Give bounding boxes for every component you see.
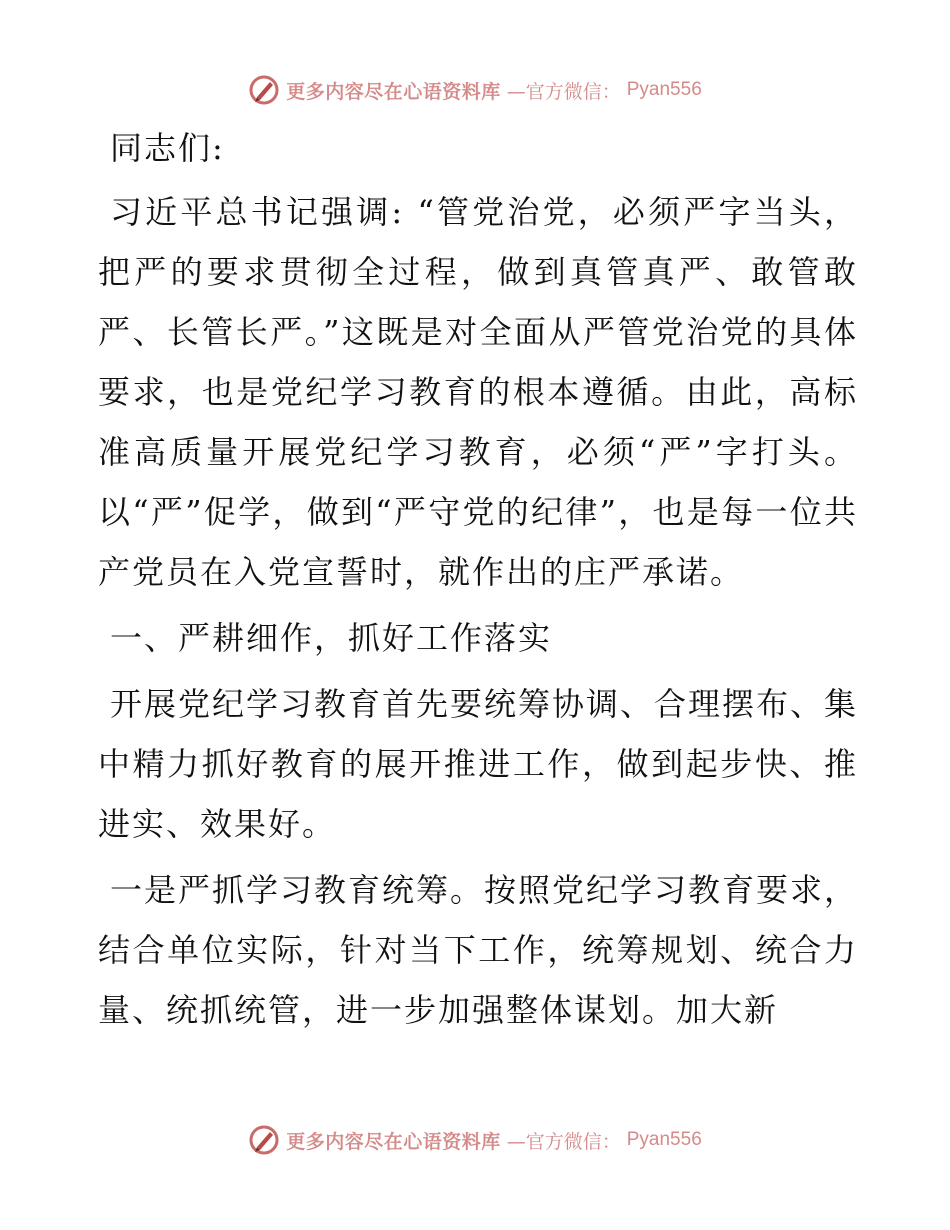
footer-watermark bbox=[0, 1120, 950, 1160]
watermark-brand: 更多内容尽在心语资料库 bbox=[286, 80, 501, 103]
paragraph-intro: 习近平总书记强调: “管党治党，必须严字当头，把严的要求贯彻全过程，做到真管真严、敢管敢严、长管长严。”这既是对全面从严管党治党的具体要求，也是党纪学习教育的根本遵循。由此，高标准高质量开展党纪学习教育，必须“严”字打头。以“严”促学，做到“严守党的纪律”，也是每一位共产党员在入党宣誓时，就作出的庄严承诺。 bbox=[98, 193, 858, 591]
header-watermark bbox=[0, 70, 950, 110]
salutation: 同志们: bbox=[110, 129, 225, 167]
watermark-account: Pyan556 bbox=[626, 79, 702, 100]
paragraph-overview: 开展党纪学习教育首先要统筹协调、合理摆布、集中精力抓好教育的展开推进工作，做到起步快、推进实、效果好。 bbox=[98, 685, 859, 843]
pen-logo-icon bbox=[248, 74, 280, 106]
watermark-separator: —官方微信： bbox=[506, 1130, 621, 1153]
document-body bbox=[98, 118, 858, 1046]
paragraph-point-one: 一是严抓学习教育统筹。按照党纪学习教育要求，结合单位实际，针对当下工作，统筹规划、统合力量、统抓统管，进一步加强整体谋划。加大新 bbox=[98, 871, 859, 1029]
watermark-brand: 更多内容尽在心语资料库 bbox=[286, 1130, 501, 1153]
pen-logo-icon bbox=[248, 1124, 280, 1156]
watermark-separator: —官方微信： bbox=[506, 80, 621, 103]
section-heading: 一、严耕细作，抓好工作落实 bbox=[110, 619, 553, 657]
watermark-account: Pyan556 bbox=[626, 1129, 702, 1150]
